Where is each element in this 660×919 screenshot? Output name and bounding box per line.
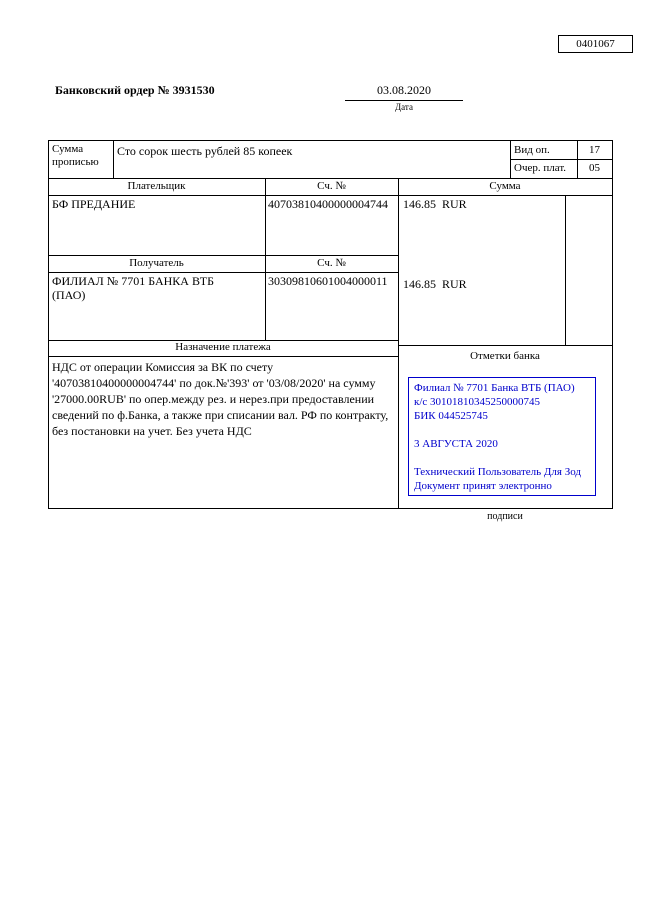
stamp-bank-name: Филиал № 7701 Банка ВТБ (ПАО) bbox=[414, 382, 575, 394]
payer-amount: 146.85 RUR bbox=[403, 197, 467, 211]
stamp-accepted-note: Документ принят электронно bbox=[414, 480, 552, 492]
priority-value: 05 bbox=[589, 162, 600, 174]
table-line bbox=[113, 140, 114, 178]
payer-column-header: Плательщик bbox=[127, 180, 186, 192]
table-line bbox=[398, 178, 399, 508]
table-line bbox=[510, 159, 612, 160]
stamp-bik: БИК 044525745 bbox=[414, 410, 488, 422]
priority-label: Очер. плат. bbox=[514, 162, 567, 174]
form-code: 0401067 bbox=[576, 38, 615, 50]
table-line bbox=[48, 356, 398, 357]
amount-column-header: Сумма bbox=[489, 180, 521, 192]
stamp-corr-account: к/с 30101810345250000745 bbox=[414, 396, 541, 408]
table-line bbox=[48, 272, 398, 273]
recipient-account-header: Сч. № bbox=[317, 257, 346, 269]
amount-words-value: Сто сорок шесть рублей 85 копеек bbox=[117, 144, 293, 158]
signatures-label: подписи bbox=[487, 511, 523, 522]
purpose-text: НДС от операции Комиссия за ВК по счету '40703810400000004744' по док.№'393' от '03/08/2020' на сумму '27000.00RUB' по опер.между рез. и нерез.при предоставлении сведений по ф.Банка, а также при списании вал. РФ по контракту, без постановки на учет. Без учета НДС bbox=[52, 360, 392, 438]
date-underline bbox=[345, 100, 463, 101]
op-type-value: 17 bbox=[589, 144, 600, 156]
bank-stamp bbox=[408, 377, 596, 496]
table-line bbox=[398, 345, 612, 346]
table-line bbox=[48, 140, 612, 141]
table-line bbox=[510, 140, 511, 178]
stamp-operator: Технический Пользователь Для Зод bbox=[414, 466, 582, 478]
payer-account: 40703810400000004744 bbox=[268, 197, 388, 211]
table-line bbox=[48, 508, 613, 509]
payer-name: БФ ПРЕДАНИЕ bbox=[52, 197, 136, 211]
recipient-amount: 146.85 RUR bbox=[403, 277, 467, 291]
form-code-box bbox=[558, 35, 633, 53]
table-line bbox=[48, 255, 398, 256]
bank-marks-header: Отметки банка bbox=[470, 350, 540, 362]
table-line bbox=[48, 140, 49, 508]
recipient-column-header: Получатель bbox=[129, 257, 184, 269]
amount-words-label: Сумма прописью bbox=[52, 143, 99, 168]
table-line bbox=[612, 140, 613, 508]
date-value: 03.08.2020 bbox=[377, 83, 431, 97]
date-label: Дата bbox=[395, 102, 413, 112]
table-line bbox=[565, 195, 566, 345]
document-title: Банковский ордер № 3931530 bbox=[55, 83, 215, 97]
table-line bbox=[48, 195, 612, 196]
stamp-date: 3 АВГУСТА 2020 bbox=[414, 438, 498, 450]
recipient-account: 30309810601004000011 bbox=[268, 274, 388, 288]
payer-account-header: Сч. № bbox=[317, 180, 346, 192]
table-line bbox=[48, 178, 612, 179]
purpose-header: Назначение платежа bbox=[175, 341, 271, 353]
op-type-label: Вид оп. bbox=[514, 144, 550, 156]
recipient-name: ФИЛИАЛ № 7701 БАНКА ВТБ (ПАО) bbox=[52, 274, 218, 302]
